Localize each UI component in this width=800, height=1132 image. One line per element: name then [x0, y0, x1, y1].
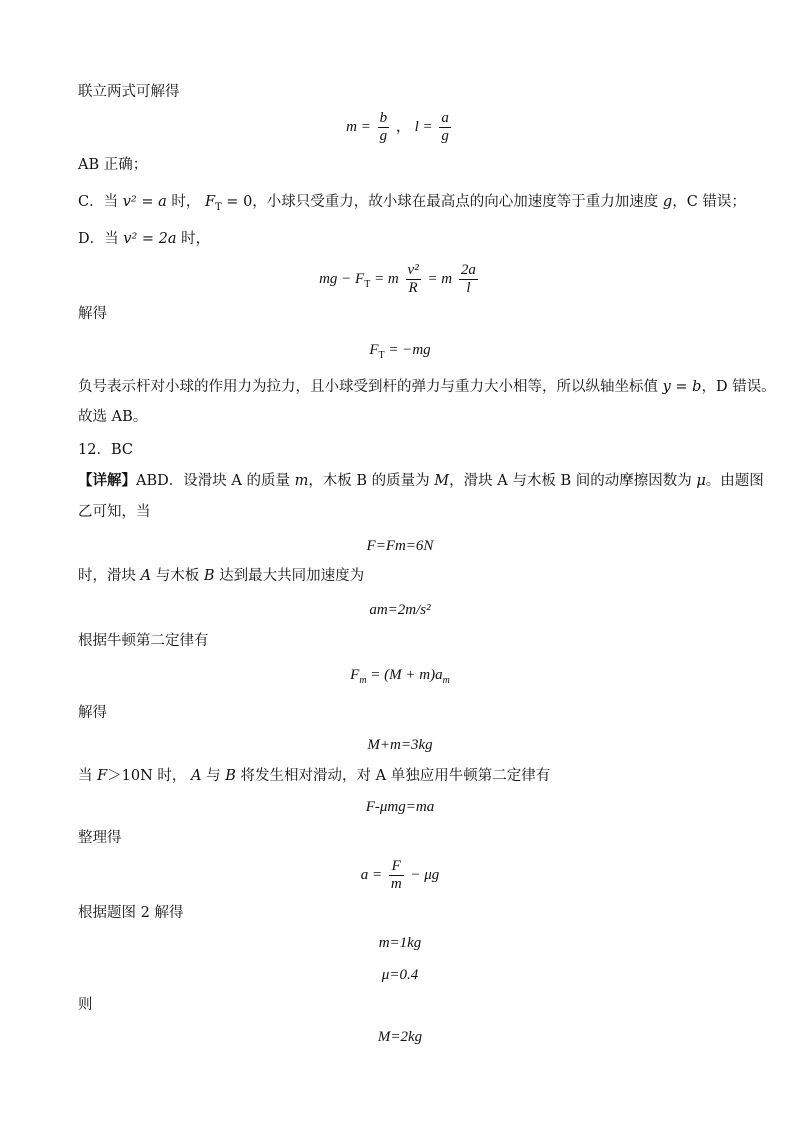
eq-text: mg − F [319, 270, 365, 287]
text: 负号表示杆对小球的作用力为拉力，且小球受到杆的弹力与重力大小相等，所以纵轴坐标值 [78, 379, 658, 395]
math: v² = 2a [123, 231, 177, 247]
detail-label: 【详解】 [78, 472, 136, 489]
text: ，木板 B 的质量为 [308, 473, 430, 489]
numerator: 2a [460, 262, 476, 278]
text: 将发生相对滑动，对 A 单独应用牛顿第二定律有 [240, 768, 551, 784]
text-line [78, 229, 210, 249]
eq-text: = (M + m)a [366, 667, 443, 683]
text-line [78, 471, 764, 491]
math: B [203, 568, 215, 584]
eq-text: = −mg [384, 342, 431, 358]
eq-text: F [369, 342, 379, 358]
math: F [97, 768, 108, 784]
equation-fm: F=Fm=6N [366, 538, 434, 554]
eq-sep: ， [395, 118, 411, 135]
text: 时，滑块 [78, 568, 136, 584]
subscript: T [364, 278, 371, 290]
eq-text: l = [414, 118, 433, 135]
equation-am: am=2m/s² [369, 602, 431, 618]
text: ，D 错误。 [701, 379, 776, 395]
math: v² = a [122, 194, 167, 210]
text-line [78, 377, 776, 397]
equation-ft [0, 340, 800, 366]
eq-text: − μg [410, 866, 440, 883]
fraction [389, 858, 404, 893]
text-line [78, 566, 364, 586]
fraction [406, 262, 421, 297]
math: m [294, 473, 309, 489]
numerator: v² [407, 262, 419, 278]
numerator: F [389, 858, 404, 876]
equation-total-mass: M+m=3kg [367, 737, 433, 753]
text: 时， [181, 231, 211, 247]
fraction [459, 262, 478, 297]
equation-friction: F-μmg=ma [365, 799, 435, 815]
text-line: 故选 AB。 [78, 409, 148, 425]
denominator: g [379, 128, 388, 144]
text-line: 乙可知，当 [78, 504, 151, 520]
subscript: m [442, 675, 450, 686]
math: B [225, 768, 236, 784]
equation-m: m=1kg [378, 935, 422, 951]
text: 达到最大共同加速度为 [219, 568, 365, 584]
text: ABD．设滑块 A 的质量 [136, 473, 290, 489]
text: 与 [206, 768, 221, 784]
denominator: m [390, 876, 402, 892]
math: y = b [662, 379, 702, 395]
math: g [662, 194, 673, 210]
text: ，C 错误； [672, 194, 746, 210]
denominator: g [441, 128, 449, 144]
numerator: a [441, 110, 449, 126]
denominator: l [466, 280, 471, 296]
equation-accel [0, 858, 800, 893]
text: 当 [78, 768, 93, 784]
subscript: m [359, 675, 367, 686]
math: M [434, 473, 450, 489]
numerator: b [379, 110, 388, 126]
equation-newton [0, 665, 800, 691]
text: D．当 [78, 231, 119, 247]
text-line: 根据牛顿第二定律有 [78, 633, 209, 649]
text-line: 解得 [78, 306, 107, 322]
eq-text: = m [370, 270, 399, 287]
text: 。由题图 [705, 473, 764, 489]
text-line: AB 正确； [78, 157, 148, 173]
text: 与木板 [155, 568, 200, 584]
text: ＞10N 时， [107, 768, 187, 784]
text-line: 整理得 [78, 830, 122, 846]
subscript: T [378, 350, 385, 361]
text-line: 联立两式可解得 [78, 84, 180, 100]
fraction [439, 110, 451, 145]
equation-m-l [0, 110, 800, 145]
eq-text: m = [346, 118, 371, 135]
eq-text: a = [360, 866, 383, 883]
text: C．当 [78, 194, 119, 210]
text: ，小球只受重力，故小球在最高点的向心加速度等于重力加速度 [252, 194, 659, 210]
math: F [204, 194, 216, 210]
text-line [78, 192, 746, 218]
math: A [140, 568, 152, 584]
math: A [191, 768, 202, 784]
denominator: R [408, 280, 418, 296]
text: ，滑块 A 与木板 B 间的动摩擦因数为 [449, 473, 692, 489]
math: = 0 [221, 194, 253, 210]
text: 时， [171, 194, 201, 210]
equation-M: M=2kg [377, 1029, 423, 1045]
text-line: 解得 [78, 705, 107, 721]
eq-text: = m [427, 270, 453, 287]
text-line: 根据题图 2 解得 [78, 905, 184, 921]
eq-text: F [350, 667, 360, 683]
text-line: 则 [78, 997, 93, 1013]
question-number: 12．BC [78, 442, 133, 458]
equation-force [0, 262, 800, 297]
text-line [78, 766, 550, 786]
subscript: T [215, 201, 222, 213]
fraction [378, 110, 390, 145]
equation-mu: μ=0.4 [381, 967, 419, 983]
math: μ [696, 473, 706, 489]
